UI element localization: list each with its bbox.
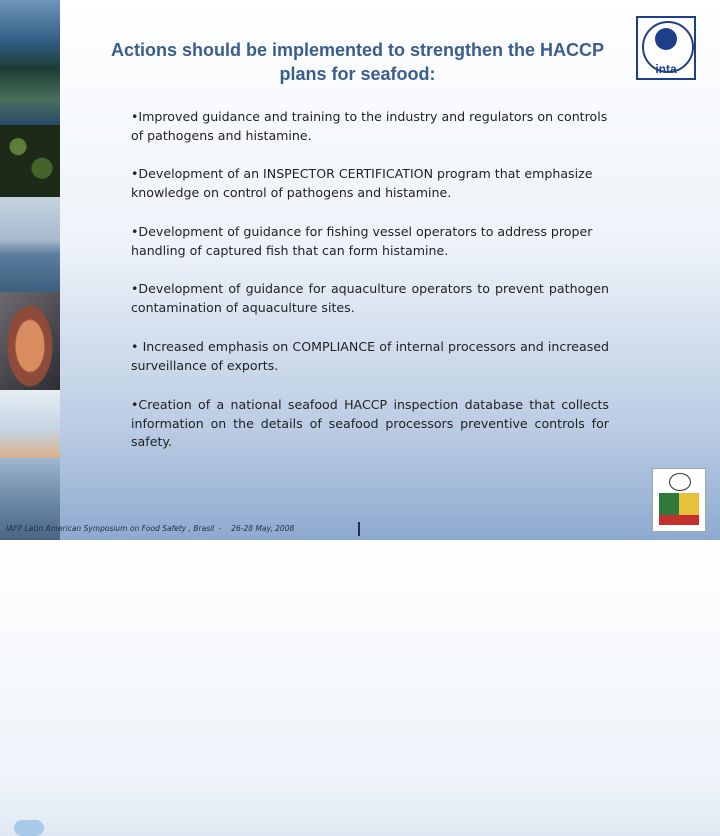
bullet-item: •Development of an INSPECTOR CERTIFICATION program that emphasize knowledge on control of pathogens and histamine. <box>131 166 593 200</box>
bullet-item: • Increased emphasis on COMPLIANCE of internal processors and increased surveillance of exports. <box>131 339 609 373</box>
worker-glove-shape <box>14 820 44 836</box>
slide-footer <box>0 520 720 540</box>
lab-worker-photo <box>0 390 60 458</box>
footer-text: IAFP Latin American Symposium on Food Safety , Brasil - 26-28 May, 2008 <box>6 524 295 533</box>
inta-logo-figure <box>655 28 677 50</box>
bullet-item: •Development of guidance for fishing vessel operators to address proper handling of captured fish that can form histamine. <box>131 224 593 258</box>
fishing-boat-photo <box>0 197 60 292</box>
bullet-item: •Development of guidance for aquaculture operators to prevent pathogen contamination of aquaculture sites. <box>131 281 609 315</box>
seal-crest-shape <box>669 473 691 491</box>
inta-logo-text: inta <box>655 62 677 76</box>
mussels-photo <box>0 125 60 197</box>
slide-title: Actions should be implemented to strengthen the HACCP plans for seafood: <box>110 40 605 84</box>
lake-photo <box>0 0 60 125</box>
sidebar-photo-strip <box>0 0 60 540</box>
scallop-photo <box>0 292 60 390</box>
bullet-item: •Improved guidance and training to the industry and regulators on controls of pathogens and histamine. <box>131 109 608 143</box>
bullet-item: •Creation of a national seafood HACCP inspection database that collects information on the details of seafood processors preventive controls for safety. <box>131 397 609 449</box>
footer-divider <box>358 522 360 536</box>
inta-logo-icon <box>636 16 696 80</box>
